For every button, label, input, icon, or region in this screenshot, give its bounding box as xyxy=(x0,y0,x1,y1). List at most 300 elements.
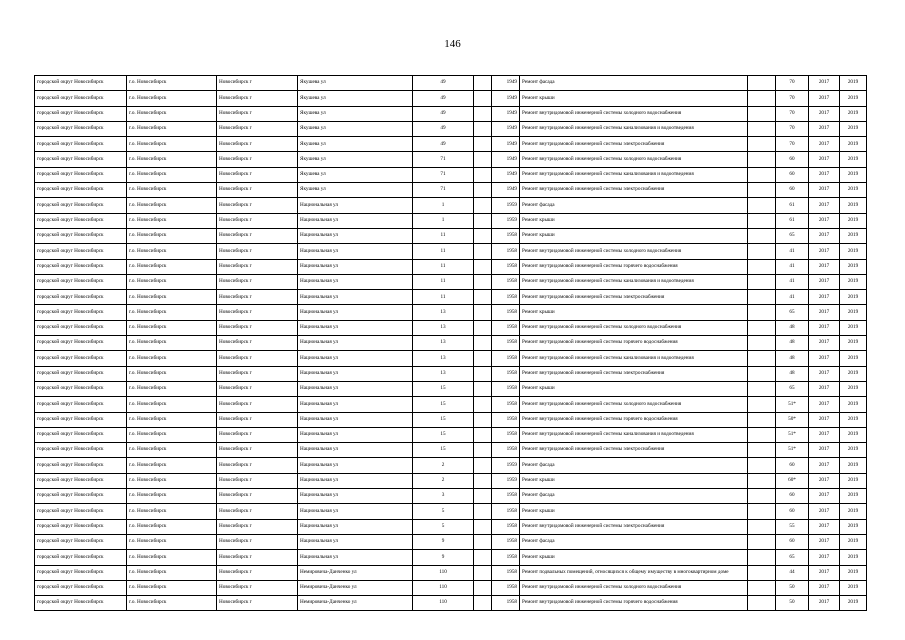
blank-cell xyxy=(474,228,492,243)
house-number-cell: 15 xyxy=(413,443,474,458)
table-row xyxy=(35,550,867,565)
blank-cell xyxy=(748,412,776,427)
work-type-cell: Ремонт внутридомовой инженерной системы горячего водоснабжения xyxy=(520,336,748,351)
build-year-cell: 1958 xyxy=(492,427,520,442)
city-cell: Новосибирск г xyxy=(217,274,298,289)
work-type-cell: Ремонт внутридомовой инженерной системы канализования и водоотведения xyxy=(520,351,748,366)
house-number-cell: 11 xyxy=(413,244,474,259)
plan-end-cell: 2019 xyxy=(840,137,867,152)
house-number-cell: 2 xyxy=(413,473,474,488)
build-year-cell: 1959 xyxy=(492,198,520,213)
blank-cell xyxy=(748,213,776,228)
municipality-cell: городской округ Новосибирск xyxy=(35,534,127,549)
blank-cell xyxy=(748,504,776,519)
build-year-cell: 1958 xyxy=(492,550,520,565)
city-cell: Новосибирск г xyxy=(217,534,298,549)
municipality-cell: городской округ Новосибирск xyxy=(35,259,127,274)
wear-percent-cell: 44 xyxy=(776,565,809,580)
plan-start-cell: 2017 xyxy=(809,397,840,412)
build-year-cell: 1958 xyxy=(492,381,520,396)
wear-percent-cell: 48 xyxy=(776,320,809,335)
city-cell: Новосибирск г xyxy=(217,244,298,259)
district-cell: г.о. Новосибирск xyxy=(127,320,217,335)
house-number-cell: 3 xyxy=(413,489,474,504)
house-number-cell: 13 xyxy=(413,351,474,366)
city-cell: Новосибирск г xyxy=(217,596,298,611)
plan-start-cell: 2017 xyxy=(809,458,840,473)
table-row xyxy=(35,228,867,243)
plan-start-cell: 2017 xyxy=(809,213,840,228)
work-type-cell: Ремонт подвальных помещений, относящихся к общему имуществу в многоквартирном доме xyxy=(520,565,748,580)
city-cell: Новосибирск г xyxy=(217,320,298,335)
municipality-cell: городской округ Новосибирск xyxy=(35,244,127,259)
blank-cell xyxy=(474,504,492,519)
city-cell: Новосибирск г xyxy=(217,167,298,182)
blank-cell xyxy=(474,320,492,335)
table-row xyxy=(35,213,867,228)
wear-percent-cell: 60 xyxy=(776,167,809,182)
house-number-cell: 11 xyxy=(413,228,474,243)
table-row xyxy=(35,183,867,198)
street-cell: Национальная ул xyxy=(298,443,413,458)
street-cell: Якушева ул xyxy=(298,91,413,106)
plan-start-cell: 2017 xyxy=(809,259,840,274)
table-row xyxy=(35,596,867,611)
house-number-cell: 13 xyxy=(413,305,474,320)
district-cell: г.о. Новосибирск xyxy=(127,443,217,458)
build-year-cell: 1949 xyxy=(492,183,520,198)
street-cell: Национальная ул xyxy=(298,397,413,412)
plan-end-cell: 2019 xyxy=(840,198,867,213)
blank-cell xyxy=(748,427,776,442)
blank-cell xyxy=(748,443,776,458)
district-cell: г.о. Новосибирск xyxy=(127,228,217,243)
city-cell: Новосибирск г xyxy=(217,152,298,167)
blank-cell xyxy=(748,458,776,473)
street-cell: Национальная ул xyxy=(298,228,413,243)
plan-end-cell: 2019 xyxy=(840,183,867,198)
wear-percent-cell: 60 xyxy=(776,152,809,167)
wear-percent-cell: 70 xyxy=(776,137,809,152)
wear-percent-cell: 48 xyxy=(776,366,809,381)
district-cell: г.о. Новосибирск xyxy=(127,427,217,442)
blank-cell xyxy=(748,519,776,534)
district-cell: г.о. Новосибирск xyxy=(127,167,217,182)
district-cell: г.о. Новосибирск xyxy=(127,351,217,366)
city-cell: Новосибирск г xyxy=(217,427,298,442)
table-row xyxy=(35,427,867,442)
plan-start-cell: 2017 xyxy=(809,489,840,504)
blank-cell xyxy=(474,244,492,259)
district-cell: г.о. Новосибирск xyxy=(127,565,217,580)
street-cell: Национальная ул xyxy=(298,519,413,534)
work-type-cell: Ремонт крыши xyxy=(520,305,748,320)
street-cell: Национальная ул xyxy=(298,290,413,305)
work-type-cell: Ремонт внутридомовой инженерной системы канализования и водоотведения xyxy=(520,121,748,136)
table-row xyxy=(35,443,867,458)
blank-cell xyxy=(474,167,492,182)
street-cell: Национальная ул xyxy=(298,351,413,366)
plan-start-cell: 2017 xyxy=(809,473,840,488)
city-cell: Новосибирск г xyxy=(217,458,298,473)
wear-percent-cell: 65 xyxy=(776,550,809,565)
build-year-cell: 1958 xyxy=(492,443,520,458)
district-cell: г.о. Новосибирск xyxy=(127,519,217,534)
blank-cell xyxy=(474,565,492,580)
blank-cell xyxy=(748,244,776,259)
house-number-cell: 1 xyxy=(413,198,474,213)
plan-start-cell: 2017 xyxy=(809,504,840,519)
blank-cell xyxy=(474,274,492,289)
city-cell: Новосибирск г xyxy=(217,290,298,305)
build-year-cell: 1958 xyxy=(492,489,520,504)
table-row xyxy=(35,580,867,595)
street-cell: Якушева ул xyxy=(298,121,413,136)
plan-end-cell: 2019 xyxy=(840,397,867,412)
build-year-cell: 1949 xyxy=(492,152,520,167)
blank-cell xyxy=(474,458,492,473)
municipality-cell: городской округ Новосибирск xyxy=(35,198,127,213)
blank-cell xyxy=(474,290,492,305)
municipality-cell: городской округ Новосибирск xyxy=(35,473,127,488)
city-cell: Новосибирск г xyxy=(217,443,298,458)
wear-percent-cell: 70 xyxy=(776,91,809,106)
table-row xyxy=(35,274,867,289)
municipality-cell: городской округ Новосибирск xyxy=(35,213,127,228)
house-number-cell: 15 xyxy=(413,412,474,427)
plan-end-cell: 2019 xyxy=(840,121,867,136)
municipality-cell: городской округ Новосибирск xyxy=(35,91,127,106)
house-number-cell: 9 xyxy=(413,534,474,549)
blank-cell xyxy=(748,290,776,305)
district-cell: г.о. Новосибирск xyxy=(127,91,217,106)
district-cell: г.о. Новосибирск xyxy=(127,244,217,259)
house-number-cell: 11 xyxy=(413,290,474,305)
build-year-cell: 1958 xyxy=(492,366,520,381)
blank-cell xyxy=(748,336,776,351)
plan-end-cell: 2019 xyxy=(840,381,867,396)
municipality-cell: городской округ Новосибирск xyxy=(35,351,127,366)
house-number-cell: 1 xyxy=(413,213,474,228)
city-cell: Новосибирск г xyxy=(217,519,298,534)
blank-cell xyxy=(748,76,776,91)
work-type-cell: Ремонт внутридомовой инженерной системы электроснабжения xyxy=(520,366,748,381)
work-type-cell: Ремонт внутридомовой инженерной системы электроснабжения xyxy=(520,443,748,458)
plan-start-cell: 2017 xyxy=(809,305,840,320)
plan-end-cell: 2019 xyxy=(840,244,867,259)
district-cell: г.о. Новосибирск xyxy=(127,305,217,320)
municipality-cell: городской округ Новосибирск xyxy=(35,580,127,595)
municipality-cell: городской округ Новосибирск xyxy=(35,489,127,504)
work-type-cell: Ремонт внутридомовой инженерной системы холодного водоснабжения xyxy=(520,397,748,412)
city-cell: Новосибирск г xyxy=(217,412,298,427)
table-row xyxy=(35,198,867,213)
blank-cell xyxy=(748,274,776,289)
build-year-cell: 1958 xyxy=(492,274,520,289)
city-cell: Новосибирск г xyxy=(217,198,298,213)
blank-cell xyxy=(748,366,776,381)
city-cell: Новосибирск г xyxy=(217,351,298,366)
municipality-cell: городской округ Новосибирск xyxy=(35,519,127,534)
plan-start-cell: 2017 xyxy=(809,91,840,106)
district-cell: г.о. Новосибирск xyxy=(127,412,217,427)
work-type-cell: Ремонт крыши xyxy=(520,473,748,488)
plan-end-cell: 2019 xyxy=(840,366,867,381)
table-row xyxy=(35,320,867,335)
table-row xyxy=(35,565,867,580)
city-cell: Новосибирск г xyxy=(217,550,298,565)
build-year-cell: 1958 xyxy=(492,305,520,320)
work-type-cell: Ремонт фасада xyxy=(520,534,748,549)
plan-end-cell: 2019 xyxy=(840,489,867,504)
build-year-cell: 1949 xyxy=(492,137,520,152)
wear-percent-cell: 55 xyxy=(776,519,809,534)
plan-end-cell: 2019 xyxy=(840,336,867,351)
plan-end-cell: 2019 xyxy=(840,351,867,366)
plan-end-cell: 2019 xyxy=(840,458,867,473)
district-cell: г.о. Новосибирск xyxy=(127,504,217,519)
blank-cell xyxy=(748,534,776,549)
wear-percent-cell: 51* xyxy=(776,427,809,442)
table-row xyxy=(35,305,867,320)
municipality-cell: городской округ Новосибирск xyxy=(35,305,127,320)
work-type-cell: Ремонт внутридомовой инженерной системы холодного водоснабжения xyxy=(520,320,748,335)
house-number-cell: 49 xyxy=(413,91,474,106)
wear-percent-cell: 61 xyxy=(776,198,809,213)
street-cell: Национальная ул xyxy=(298,427,413,442)
work-type-cell: Ремонт крыши xyxy=(520,228,748,243)
wear-percent-cell: 50 xyxy=(776,580,809,595)
house-number-cell: 5 xyxy=(413,519,474,534)
table-row xyxy=(35,152,867,167)
district-cell: г.о. Новосибирск xyxy=(127,473,217,488)
build-year-cell: 1958 xyxy=(492,259,520,274)
city-cell: Новосибирск г xyxy=(217,137,298,152)
blank-cell xyxy=(748,91,776,106)
blank-cell xyxy=(474,412,492,427)
work-type-cell: Ремонт фасада xyxy=(520,76,748,91)
street-cell: Немировича-Данченко ул xyxy=(298,580,413,595)
plan-start-cell: 2017 xyxy=(809,336,840,351)
house-number-cell: 71 xyxy=(413,152,474,167)
city-cell: Новосибирск г xyxy=(217,213,298,228)
build-year-cell: 1958 xyxy=(492,336,520,351)
blank-cell xyxy=(474,213,492,228)
work-type-cell: Ремонт крыши xyxy=(520,91,748,106)
plan-start-cell: 2017 xyxy=(809,137,840,152)
blank-cell xyxy=(474,366,492,381)
blank-cell xyxy=(474,443,492,458)
plan-end-cell: 2019 xyxy=(840,519,867,534)
blank-cell xyxy=(748,137,776,152)
plan-end-cell: 2019 xyxy=(840,320,867,335)
wear-percent-cell: 48 xyxy=(776,351,809,366)
plan-start-cell: 2017 xyxy=(809,183,840,198)
blank-cell xyxy=(474,596,492,611)
city-cell: Новосибирск г xyxy=(217,305,298,320)
plan-end-cell: 2019 xyxy=(840,290,867,305)
work-type-cell: Ремонт внутридомовой инженерной системы электроснабжения xyxy=(520,183,748,198)
build-year-cell: 1959 xyxy=(492,213,520,228)
blank-cell xyxy=(474,259,492,274)
build-year-cell: 1949 xyxy=(492,121,520,136)
municipality-cell: городской округ Новосибирск xyxy=(35,458,127,473)
city-cell: Новосибирск г xyxy=(217,228,298,243)
work-type-cell: Ремонт внутридомовой инженерной системы горячего водоснабжения xyxy=(520,412,748,427)
plan-start-cell: 2017 xyxy=(809,427,840,442)
build-year-cell: 1958 xyxy=(492,580,520,595)
wear-percent-cell: 51* xyxy=(776,397,809,412)
work-type-cell: Ремонт крыши xyxy=(520,381,748,396)
wear-percent-cell: 50* xyxy=(776,412,809,427)
plan-end-cell: 2019 xyxy=(840,596,867,611)
municipality-cell: городской округ Новосибирск xyxy=(35,106,127,121)
blank-cell xyxy=(474,580,492,595)
wear-percent-cell: 41 xyxy=(776,259,809,274)
street-cell: Национальная ул xyxy=(298,320,413,335)
table-row xyxy=(35,244,867,259)
plan-start-cell: 2017 xyxy=(809,167,840,182)
work-type-cell: Ремонт крыши xyxy=(520,504,748,519)
municipality-cell: городской округ Новосибирск xyxy=(35,427,127,442)
city-cell: Новосибирск г xyxy=(217,366,298,381)
district-cell: г.о. Новосибирск xyxy=(127,274,217,289)
municipality-cell: городской округ Новосибирск xyxy=(35,167,127,182)
street-cell: Якушева ул xyxy=(298,76,413,91)
house-number-cell: 110 xyxy=(413,596,474,611)
municipality-cell: городской округ Новосибирск xyxy=(35,152,127,167)
build-year-cell: 1949 xyxy=(492,106,520,121)
work-type-cell: Ремонт фасада xyxy=(520,489,748,504)
plan-end-cell: 2019 xyxy=(840,76,867,91)
plan-start-cell: 2017 xyxy=(809,152,840,167)
house-number-cell: 15 xyxy=(413,427,474,442)
build-year-cell: 1949 xyxy=(492,167,520,182)
blank-cell xyxy=(474,550,492,565)
work-type-cell: Ремонт крыши xyxy=(520,550,748,565)
blank-cell xyxy=(474,336,492,351)
plan-end-cell: 2019 xyxy=(840,565,867,580)
plan-start-cell: 2017 xyxy=(809,320,840,335)
plan-start-cell: 2017 xyxy=(809,550,840,565)
street-cell: Национальная ул xyxy=(298,473,413,488)
blank-cell xyxy=(474,381,492,396)
plan-end-cell: 2019 xyxy=(840,427,867,442)
city-cell: Новосибирск г xyxy=(217,504,298,519)
blank-cell xyxy=(748,183,776,198)
wear-percent-cell: 60 xyxy=(776,489,809,504)
work-type-cell: Ремонт внутридомовой инженерной системы канализования и водоотведения xyxy=(520,274,748,289)
district-cell: г.о. Новосибирск xyxy=(127,580,217,595)
wear-percent-cell: 60 xyxy=(776,458,809,473)
build-year-cell: 1958 xyxy=(492,397,520,412)
table-row xyxy=(35,397,867,412)
table-row xyxy=(35,290,867,305)
blank-cell xyxy=(748,228,776,243)
house-number-cell: 11 xyxy=(413,274,474,289)
blank-cell xyxy=(748,167,776,182)
blank-cell xyxy=(748,121,776,136)
house-number-cell: 71 xyxy=(413,183,474,198)
plan-end-cell: 2019 xyxy=(840,305,867,320)
municipality-cell: городской округ Новосибирск xyxy=(35,366,127,381)
city-cell: Новосибирск г xyxy=(217,336,298,351)
build-year-cell: 1958 xyxy=(492,534,520,549)
blank-cell xyxy=(474,137,492,152)
blank-cell xyxy=(474,106,492,121)
municipality-cell: городской округ Новосибирск xyxy=(35,320,127,335)
wear-percent-cell: 60* xyxy=(776,473,809,488)
city-cell: Новосибирск г xyxy=(217,121,298,136)
wear-percent-cell: 60 xyxy=(776,504,809,519)
table-row xyxy=(35,137,867,152)
plan-end-cell: 2019 xyxy=(840,152,867,167)
plan-end-cell: 2019 xyxy=(840,106,867,121)
city-cell: Новосибирск г xyxy=(217,580,298,595)
work-type-cell: Ремонт внутридомовой инженерной системы электроснабжения xyxy=(520,137,748,152)
blank-cell xyxy=(474,397,492,412)
plan-end-cell: 2019 xyxy=(840,213,867,228)
table-row xyxy=(35,76,867,91)
blank-cell xyxy=(474,473,492,488)
municipality-cell: городской округ Новосибирск xyxy=(35,228,127,243)
blank-cell xyxy=(748,381,776,396)
plan-start-cell: 2017 xyxy=(809,244,840,259)
district-cell: г.о. Новосибирск xyxy=(127,489,217,504)
blank-cell xyxy=(474,91,492,106)
build-year-cell: 1958 xyxy=(492,412,520,427)
district-cell: г.о. Новосибирск xyxy=(127,366,217,381)
blank-cell xyxy=(474,121,492,136)
build-year-cell: 1958 xyxy=(492,228,520,243)
blank-cell xyxy=(474,489,492,504)
plan-start-cell: 2017 xyxy=(809,351,840,366)
plan-start-cell: 2017 xyxy=(809,596,840,611)
house-number-cell: 49 xyxy=(413,121,474,136)
blank-cell xyxy=(748,152,776,167)
work-type-cell: Ремонт внутридомовой инженерной системы холодного водоснабжения xyxy=(520,152,748,167)
wear-percent-cell: 70 xyxy=(776,76,809,91)
street-cell: Якушева ул xyxy=(298,167,413,182)
city-cell: Новосибирск г xyxy=(217,565,298,580)
house-number-cell: 71 xyxy=(413,167,474,182)
blank-cell xyxy=(748,106,776,121)
build-year-cell: 1959 xyxy=(492,473,520,488)
plan-start-cell: 2017 xyxy=(809,519,840,534)
table-row xyxy=(35,259,867,274)
build-year-cell: 1958 xyxy=(492,244,520,259)
plan-start-cell: 2017 xyxy=(809,443,840,458)
page-number: 146 xyxy=(444,38,461,50)
municipality-cell: городской округ Новосибирск xyxy=(35,381,127,396)
work-type-cell: Ремонт внутридомовой инженерной системы холодного водоснабжения xyxy=(520,244,748,259)
table-row xyxy=(35,91,867,106)
plan-start-cell: 2017 xyxy=(809,565,840,580)
plan-start-cell: 2017 xyxy=(809,198,840,213)
district-cell: г.о. Новосибирск xyxy=(127,381,217,396)
blank-cell xyxy=(748,473,776,488)
build-year-cell: 1958 xyxy=(492,519,520,534)
house-number-cell: 13 xyxy=(413,336,474,351)
municipality-cell: городской округ Новосибирск xyxy=(35,596,127,611)
wear-percent-cell: 61 xyxy=(776,213,809,228)
house-number-cell: 11 xyxy=(413,259,474,274)
district-cell: г.о. Новосибирск xyxy=(127,213,217,228)
blank-cell xyxy=(748,351,776,366)
build-year-cell: 1958 xyxy=(492,565,520,580)
build-year-cell: 1958 xyxy=(492,596,520,611)
street-cell: Национальная ул xyxy=(298,504,413,519)
